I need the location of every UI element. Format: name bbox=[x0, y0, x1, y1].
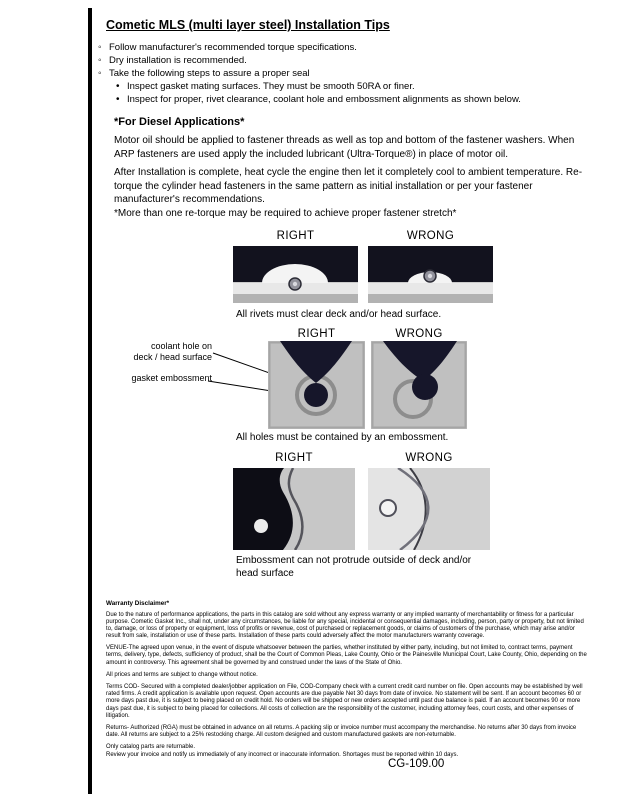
row3-caption: Embossment can not protrude outside of deck and/or head surface bbox=[236, 555, 472, 579]
diagram-embossment-wrong bbox=[368, 468, 490, 550]
bolt-hole bbox=[254, 519, 268, 533]
open-bullet-icon: ◦ bbox=[98, 68, 102, 79]
row3-wrong-label: WRONG bbox=[405, 452, 453, 464]
diagram-rivet-clearance-wrong bbox=[368, 246, 493, 303]
disclaimer-paragraph: Only catalog parts are returnable. bbox=[106, 744, 196, 751]
row2-caption: All holes must be contained by an embossment. bbox=[236, 432, 449, 443]
list-item-text: Take the following steps to assure a proper seal bbox=[109, 68, 310, 79]
installation-tips-list bbox=[98, 41, 593, 106]
solid-bullet-icon: • bbox=[116, 94, 120, 105]
gasket-embossment-callout: gasket embossment bbox=[131, 373, 212, 383]
solid-bullet-icon: • bbox=[116, 81, 120, 92]
row2-wrong-label: WRONG bbox=[395, 328, 443, 340]
disclaimer-paragraph: Review your invoice and notify us immediately of any incorrect or inaccurate information. Shortages must be reported within 10 days. bbox=[106, 751, 459, 758]
diesel-paragraph-1: Motor oil should be applied to fastener threads as well as top and bottom of the fastener washers. When ARP fasteners are used apply the included lubricant (Ultra-Torque®) in place of motor oil. bbox=[114, 135, 575, 160]
disclaimer-paragraph: Terms COD- Secured with a completed dealer/jobber application on File, COD-Company check with a current credit card number on file. Open accounts may be established by well rated firms. A credit application is available upon request. Open accounts are due payable Net 30 days from date of invoice. No statement will be sent. If an account becomes 60 or more days past due, it is subject to being placed on credit hold. No orders will be shipped or new orders accepted until past due balance is paid. If an account becomes 90 or more days past due, it is subject to being placed for collections. All costs of collection are the responsibility of the customer, including attorney fees, court costs, and other expenses of litigation. bbox=[106, 684, 583, 719]
row1-right-label: RIGHT bbox=[276, 230, 315, 242]
open-bullet-icon: ◦ bbox=[98, 55, 102, 66]
sub-list-item-text: Inspect for proper, rivet clearance, coolant hole and embossment alignments as shown below. bbox=[127, 94, 521, 105]
diesel-applications-heading: *For Diesel Applications* bbox=[114, 116, 245, 128]
coolant-hole-callout bbox=[100, 341, 212, 363]
row1-caption: All rivets must clear deck and/or head surface. bbox=[236, 309, 442, 320]
bolt-hole bbox=[380, 500, 396, 516]
row1-wrong-label: WRONG bbox=[406, 230, 455, 242]
disclaimer-paragraph: Due to the nature of performance applications, the parts in this catalog are sold without any express warranty or any implied warranty of merchantability or fitness for a particular purpose. Cometic Gasket Inc., shall not, under any circumstances, be liable for any special, incidental or consequential damages, including, person, party or property, but not limited to, damage, or loss of property or equipment, loss of profits or revenue, cost of purchased or replacement goods, or claims of customers of the purchase, which may arise and/or result from sale, installation or use of these parts. Installation of these parts could adversely affect the motor manufacturers warranty coverage. bbox=[106, 611, 584, 640]
list-item-text: Follow manufacturer's recommended torque specifications. bbox=[109, 42, 357, 53]
row2-right-label: RIGHT bbox=[297, 328, 336, 340]
list-item bbox=[98, 41, 593, 54]
coolant-callout-line2: deck / head surface bbox=[133, 352, 212, 362]
retorque-note: *More than one re-torque may be required to achieve proper fastener stretch* bbox=[114, 208, 457, 219]
disclaimer-paragraph: All prices and terms are subject to change without notice. bbox=[106, 671, 258, 678]
sub-list-item bbox=[116, 93, 593, 106]
diagram-rivet-clearance-right bbox=[233, 246, 358, 303]
row3-right-label: RIGHT bbox=[275, 452, 313, 464]
disclaimer-paragraph: Returns- Authorized (RGA) must be obtained in advance on all returns. A packing slip or invoice number must accompany the merchandise. No returns after 30 days from invoice date. All returns are subject to a 25% restocking charge. All custom designed and custom manufactured gaskets are non-returnable. bbox=[106, 724, 577, 739]
sub-list-item bbox=[116, 80, 593, 93]
open-bullet-icon: ◦ bbox=[98, 42, 102, 53]
diagram-embossment-right bbox=[233, 468, 355, 550]
diagram-coolant-hole-right bbox=[268, 341, 365, 429]
list-item-text: Dry installation is recommended. bbox=[109, 55, 247, 66]
list-item bbox=[98, 54, 593, 67]
coolant-callout-line1: coolant hole on bbox=[150, 341, 212, 351]
left-border-rule bbox=[88, 8, 92, 794]
diesel-paragraph-2: After Installation is complete, heat cycle the engine then let it completely cool to ambient temperature. Re-torque the cylinder head fasteners in the same pattern as initial installation or per your fastener manufacturer's recommendations. bbox=[114, 167, 583, 205]
diagram-coolant-hole-wrong bbox=[371, 341, 467, 429]
disclaimer-heading: Warranty Disclaimer* bbox=[106, 600, 170, 607]
coolant-hole bbox=[304, 383, 328, 407]
page-code: CG-109.00 bbox=[388, 758, 445, 770]
warranty-disclaimer bbox=[106, 600, 588, 764]
page-title: Cometic MLS (multi layer steel) Installation Tips bbox=[106, 18, 390, 32]
disclaimer-paragraph: VENUE-The agreed upon venue, in the event of dispute whatsoever between the parties, whether instituted by either party, including, but not limited to, contract terms, payment terms, delivery, type, defects, sufficiency of product, shall be the Court of Common Pleas, Lake County, Ohio or the Painesville Municipal Court, Lake County, Ohio, depending on the amount in controversy. This agreement shall be governed by and construed under the laws of the State of Ohio. bbox=[106, 645, 587, 666]
coolant-hole bbox=[412, 374, 438, 400]
list-item bbox=[98, 67, 593, 80]
sub-list-item-text: Inspect gasket mating surfaces. They must be smooth 50RA or finer. bbox=[127, 81, 415, 92]
